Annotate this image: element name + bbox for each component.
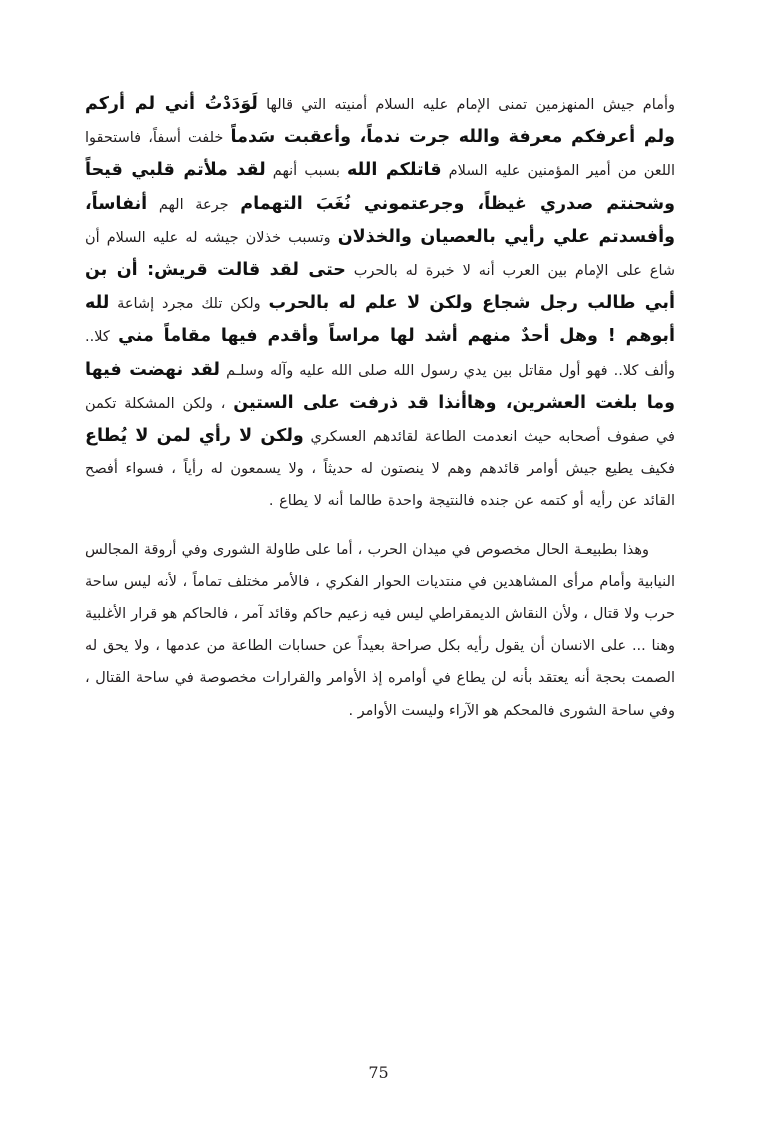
quote-segment: لَوَدَدْتُ أني لم أركم ولم أعرفكم معرفة والله جرت ندماً، وأعقبت سَدماً: [85, 94, 675, 148]
text-segment: وتسبب خذلان جيشه له عليه السلام أن شاع على الإمام بين العرب أنه لا خبرة له بالحرب: [85, 229, 676, 280]
quote-segment: قاتلكم الله: [347, 160, 442, 181]
text-segment: كلا.. وألف كلا.. فهو أول مقاتل بين يدي رسول الله صلى الله عليه وآله وسلـم: [85, 329, 675, 379]
quote-segment: لقد نهضت فيها وما بلغت العشرين، وهاأنذا قد ذرفت على الستين: [85, 359, 675, 413]
text-segment: بسبب أنهم: [265, 163, 348, 180]
text-segment: وأمام جيش المنهزمين تمنى الإمام عليه السلام أمنيته التي قالها: [257, 97, 675, 113]
page-body: [85, 88, 675, 1068]
quote-segment: لله أبوهم ! وهل أحدٌ منهم أشد لها مراساً وأقدم فيها مقاماً مني: [85, 293, 675, 347]
quote-segment: ولكن لا رأي لمن لا يُطاع: [85, 426, 304, 447]
text-segment: ولكن تلك مجرد إشاعة: [109, 296, 269, 313]
text-segment: خلفت أسفاً، فاستحقوا اللعن من أمير المؤمنين عليه السلام: [85, 130, 675, 180]
page-number: 75: [368, 1063, 389, 1082]
quote-segment: لقد ملأتم قلبي قيحاً وشحنتم صدري غيظاً، وجرعتموني نُغَبَ التهمام: [85, 160, 675, 214]
text-segment: ، ولكن المشكلة تكمن في صفوف أصحابه حيث انعدمت الطاعة لقائدهم العسكري: [85, 395, 675, 446]
text-segment: جرعة الهم: [147, 196, 241, 213]
paragraph-2: وهذا بطبيعـة الحال مخصوص في ميدان الحرب ، أما على طاولة الشورى وفي أروقة المجالس النيابية وأمام مرأى المشاهدين في منتديات الحوار الفكري ، فالأمر مختلف تماماً ، لأنه ليس ساحة حرب ولا قتال ، ولأن النقاش الديمقراطي ليس فيه زعيم حاكم وقائد آمر ، فالحاكم هو قرار الأغلبية وهنا ... على الانسان أن يقول رأيه بكل صراحة بعيداً عن حسابات الطاعة من عدمها ، ولا يحق له الصمت بحجة أنه يعتقد بأنه لن يطاع في أوامره إذ الأوامر والقرارات مخصوصة في ساحة القتال ، وفي ساحة الشورى فالمحكم هو الآراء وليست الأوامر .: [85, 541, 675, 719]
text-segment: فكيف يطيع جيش أوامر قائدهم وهم لا ينصتون له حديثاً ، ولا يسمعون له رأياً ، فسواء أفصح القائد عن رأيه أو كتمه عن جنده فالنتيجة واحدة طالما أنه لا يطاع .: [85, 461, 675, 510]
paragraph-1: [85, 88, 675, 518]
quote-segment: حتى لقد قالت قريش: أن بن أبي طالب رجل شجاع ولكن لا علم له بالحرب: [85, 260, 675, 314]
quote-segment: أنفاساً، وأفسدتم علي رأيي بالعصيان والخذلان: [85, 193, 675, 247]
